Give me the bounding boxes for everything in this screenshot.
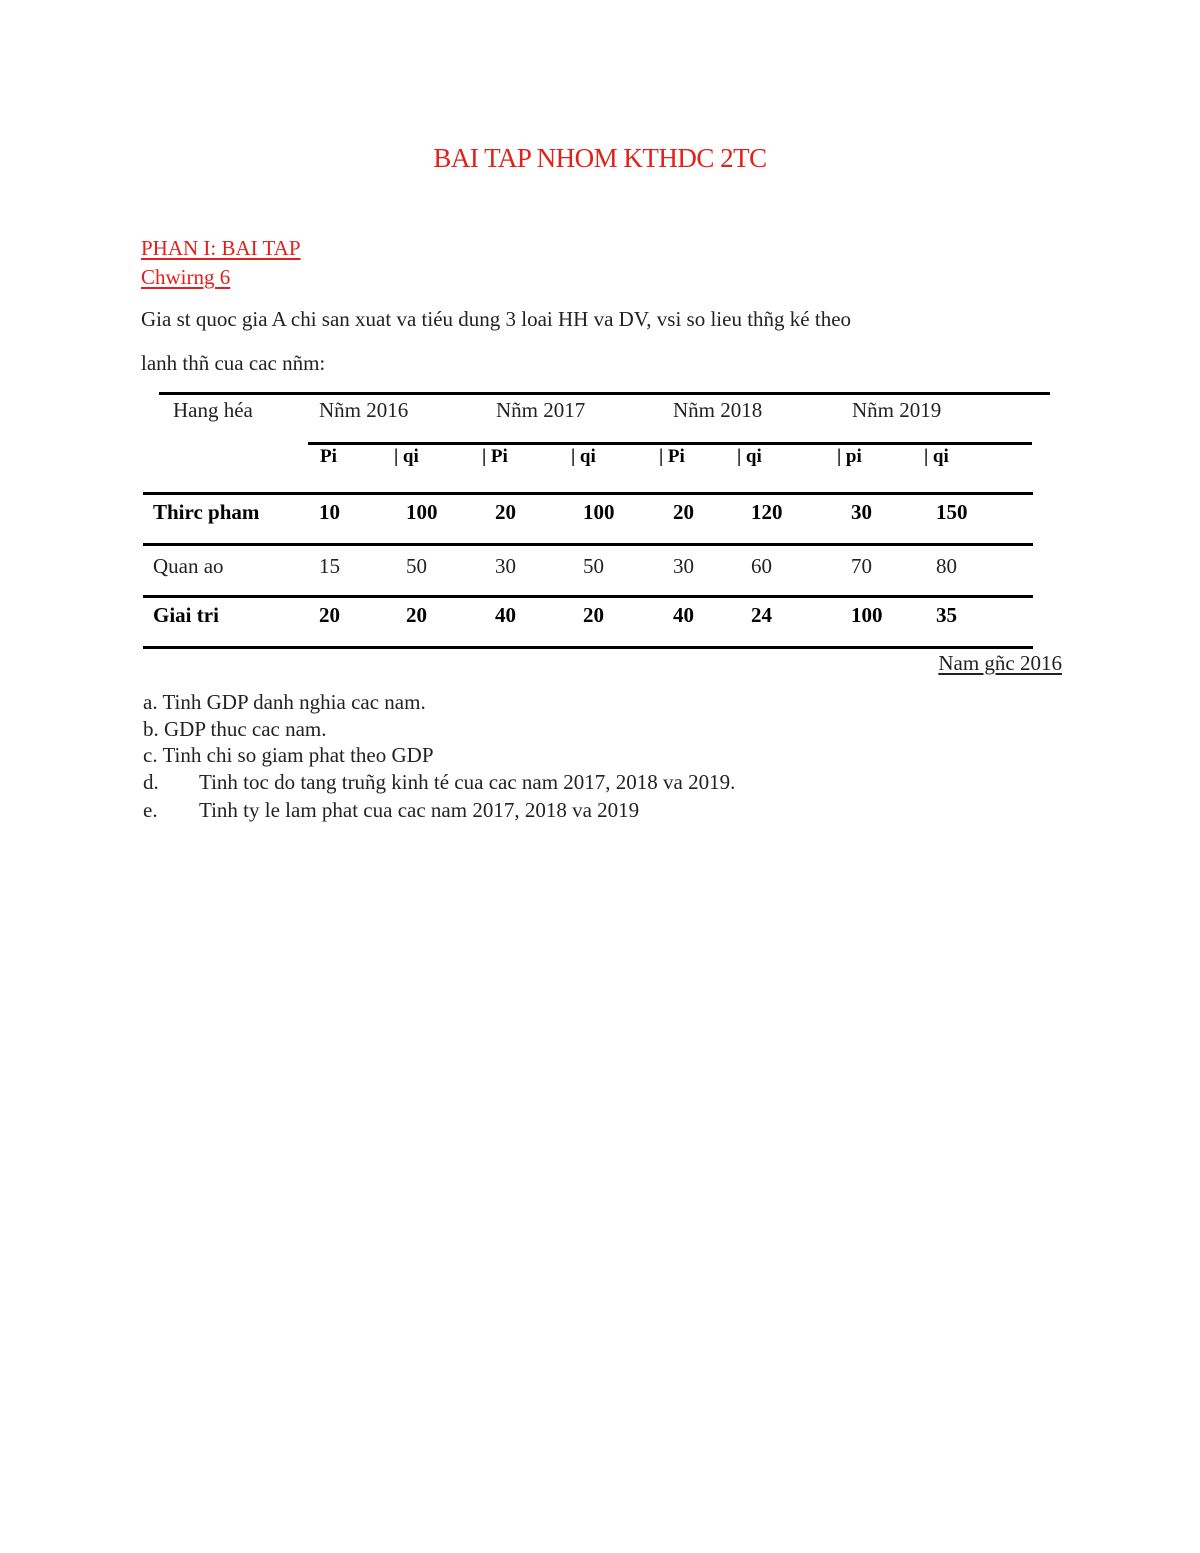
table-cell: 35 xyxy=(936,603,957,627)
page-title: BAI TAP NHOM KTHDC 2TC xyxy=(433,143,767,173)
subheader-qi-2019: | qi xyxy=(924,446,949,467)
table-cell: 20 xyxy=(583,603,604,627)
subheader-pi-2019: | pi xyxy=(837,446,862,467)
intro-line-1: Gia st quoc gia A chi san xuat va tiéu dung 3 loai HH va DV, vsi so lieu thñg ké theo xyxy=(141,307,852,331)
question-marker: e. xyxy=(143,798,158,822)
table-cell: 10 xyxy=(319,500,340,524)
table-cell: 24 xyxy=(751,603,772,627)
goods-column-header: Hang héa xyxy=(173,398,253,422)
question-e xyxy=(143,798,158,823)
subheader-qi-2016: | qi xyxy=(394,446,419,467)
question-d-text: Tinh toc do tang truñg kinh té cua cac nam 2017, 2018 va 2019. xyxy=(199,770,736,794)
table-cell: 20 xyxy=(319,603,340,627)
subheader-qi-2017: | qi xyxy=(571,446,596,467)
question-d xyxy=(143,770,159,795)
header-bottom-rule xyxy=(143,492,1033,495)
subheader-pi-2016: Pi xyxy=(320,446,337,467)
table-cell: 20 xyxy=(673,500,694,524)
table-cell: 20 xyxy=(406,603,427,627)
question-text: GDP thuc cac nam. xyxy=(164,717,327,741)
question-b xyxy=(143,717,327,742)
part-heading[interactable]: PHAN I: BAI TAP xyxy=(141,236,301,260)
table-cell: 30 xyxy=(495,554,516,578)
year-header-2016: Nñm 2016 xyxy=(319,398,409,422)
table-cell: 30 xyxy=(673,554,694,578)
table-cell: 80 xyxy=(936,554,957,578)
base-year-note: Nam gñc 2016 xyxy=(938,651,1062,675)
question-marker: c. xyxy=(143,743,158,767)
year-header-2018: Nñm 2018 xyxy=(673,398,763,422)
question-text: Tinh GDP danh nghia cac nam. xyxy=(162,690,426,714)
table-cell: 50 xyxy=(583,554,604,578)
year-header-2019: Nñm 2019 xyxy=(852,398,942,422)
row-1-rule xyxy=(143,543,1033,546)
table-cell: 15 xyxy=(319,554,340,578)
question-marker: b. xyxy=(143,717,159,741)
subheader-pi-2018: | Pi xyxy=(659,446,685,467)
table-cell: 120 xyxy=(751,500,783,524)
table-cell: 100 xyxy=(583,500,615,524)
table-cell: 150 xyxy=(936,500,968,524)
row-label-giai-tri: Giai tri xyxy=(153,603,219,627)
question-c xyxy=(143,743,434,768)
table-cell: 40 xyxy=(495,603,516,627)
table-top-rule xyxy=(159,392,1050,395)
question-text: Tinh chi so giam phat theo GDP xyxy=(162,743,434,767)
subheader-pi-2017: | Pi xyxy=(482,446,508,467)
year-header-2017: Nñm 2017 xyxy=(496,398,586,422)
question-e-text: Tinh ty le lam phat cua cac nam 2017, 2018 va 2019 xyxy=(199,798,640,822)
question-marker: d. xyxy=(143,770,159,794)
table-cell: 20 xyxy=(495,500,516,524)
question-marker: a. xyxy=(143,690,158,714)
table-bottom-rule xyxy=(143,646,1033,649)
table-cell: 100 xyxy=(851,603,883,627)
subheader-qi-2018: | qi xyxy=(737,446,762,467)
table-cell: 40 xyxy=(673,603,694,627)
intro-line-2: lanh thñ cua cac nñm: xyxy=(141,351,326,375)
table-cell: 60 xyxy=(751,554,772,578)
table-cell: 70 xyxy=(851,554,872,578)
row-label-quan-ao: Quan ao xyxy=(153,554,224,578)
row-2-rule xyxy=(143,595,1033,598)
table-cell: 100 xyxy=(406,500,438,524)
row-label-thirc-pham: Thirc pham xyxy=(153,500,260,524)
table-cell: 30 xyxy=(851,500,872,524)
year-header-rule xyxy=(308,442,1032,445)
question-a xyxy=(143,690,426,715)
table-cell: 50 xyxy=(406,554,427,578)
chapter-heading[interactable]: Chwirng 6 xyxy=(141,265,231,289)
